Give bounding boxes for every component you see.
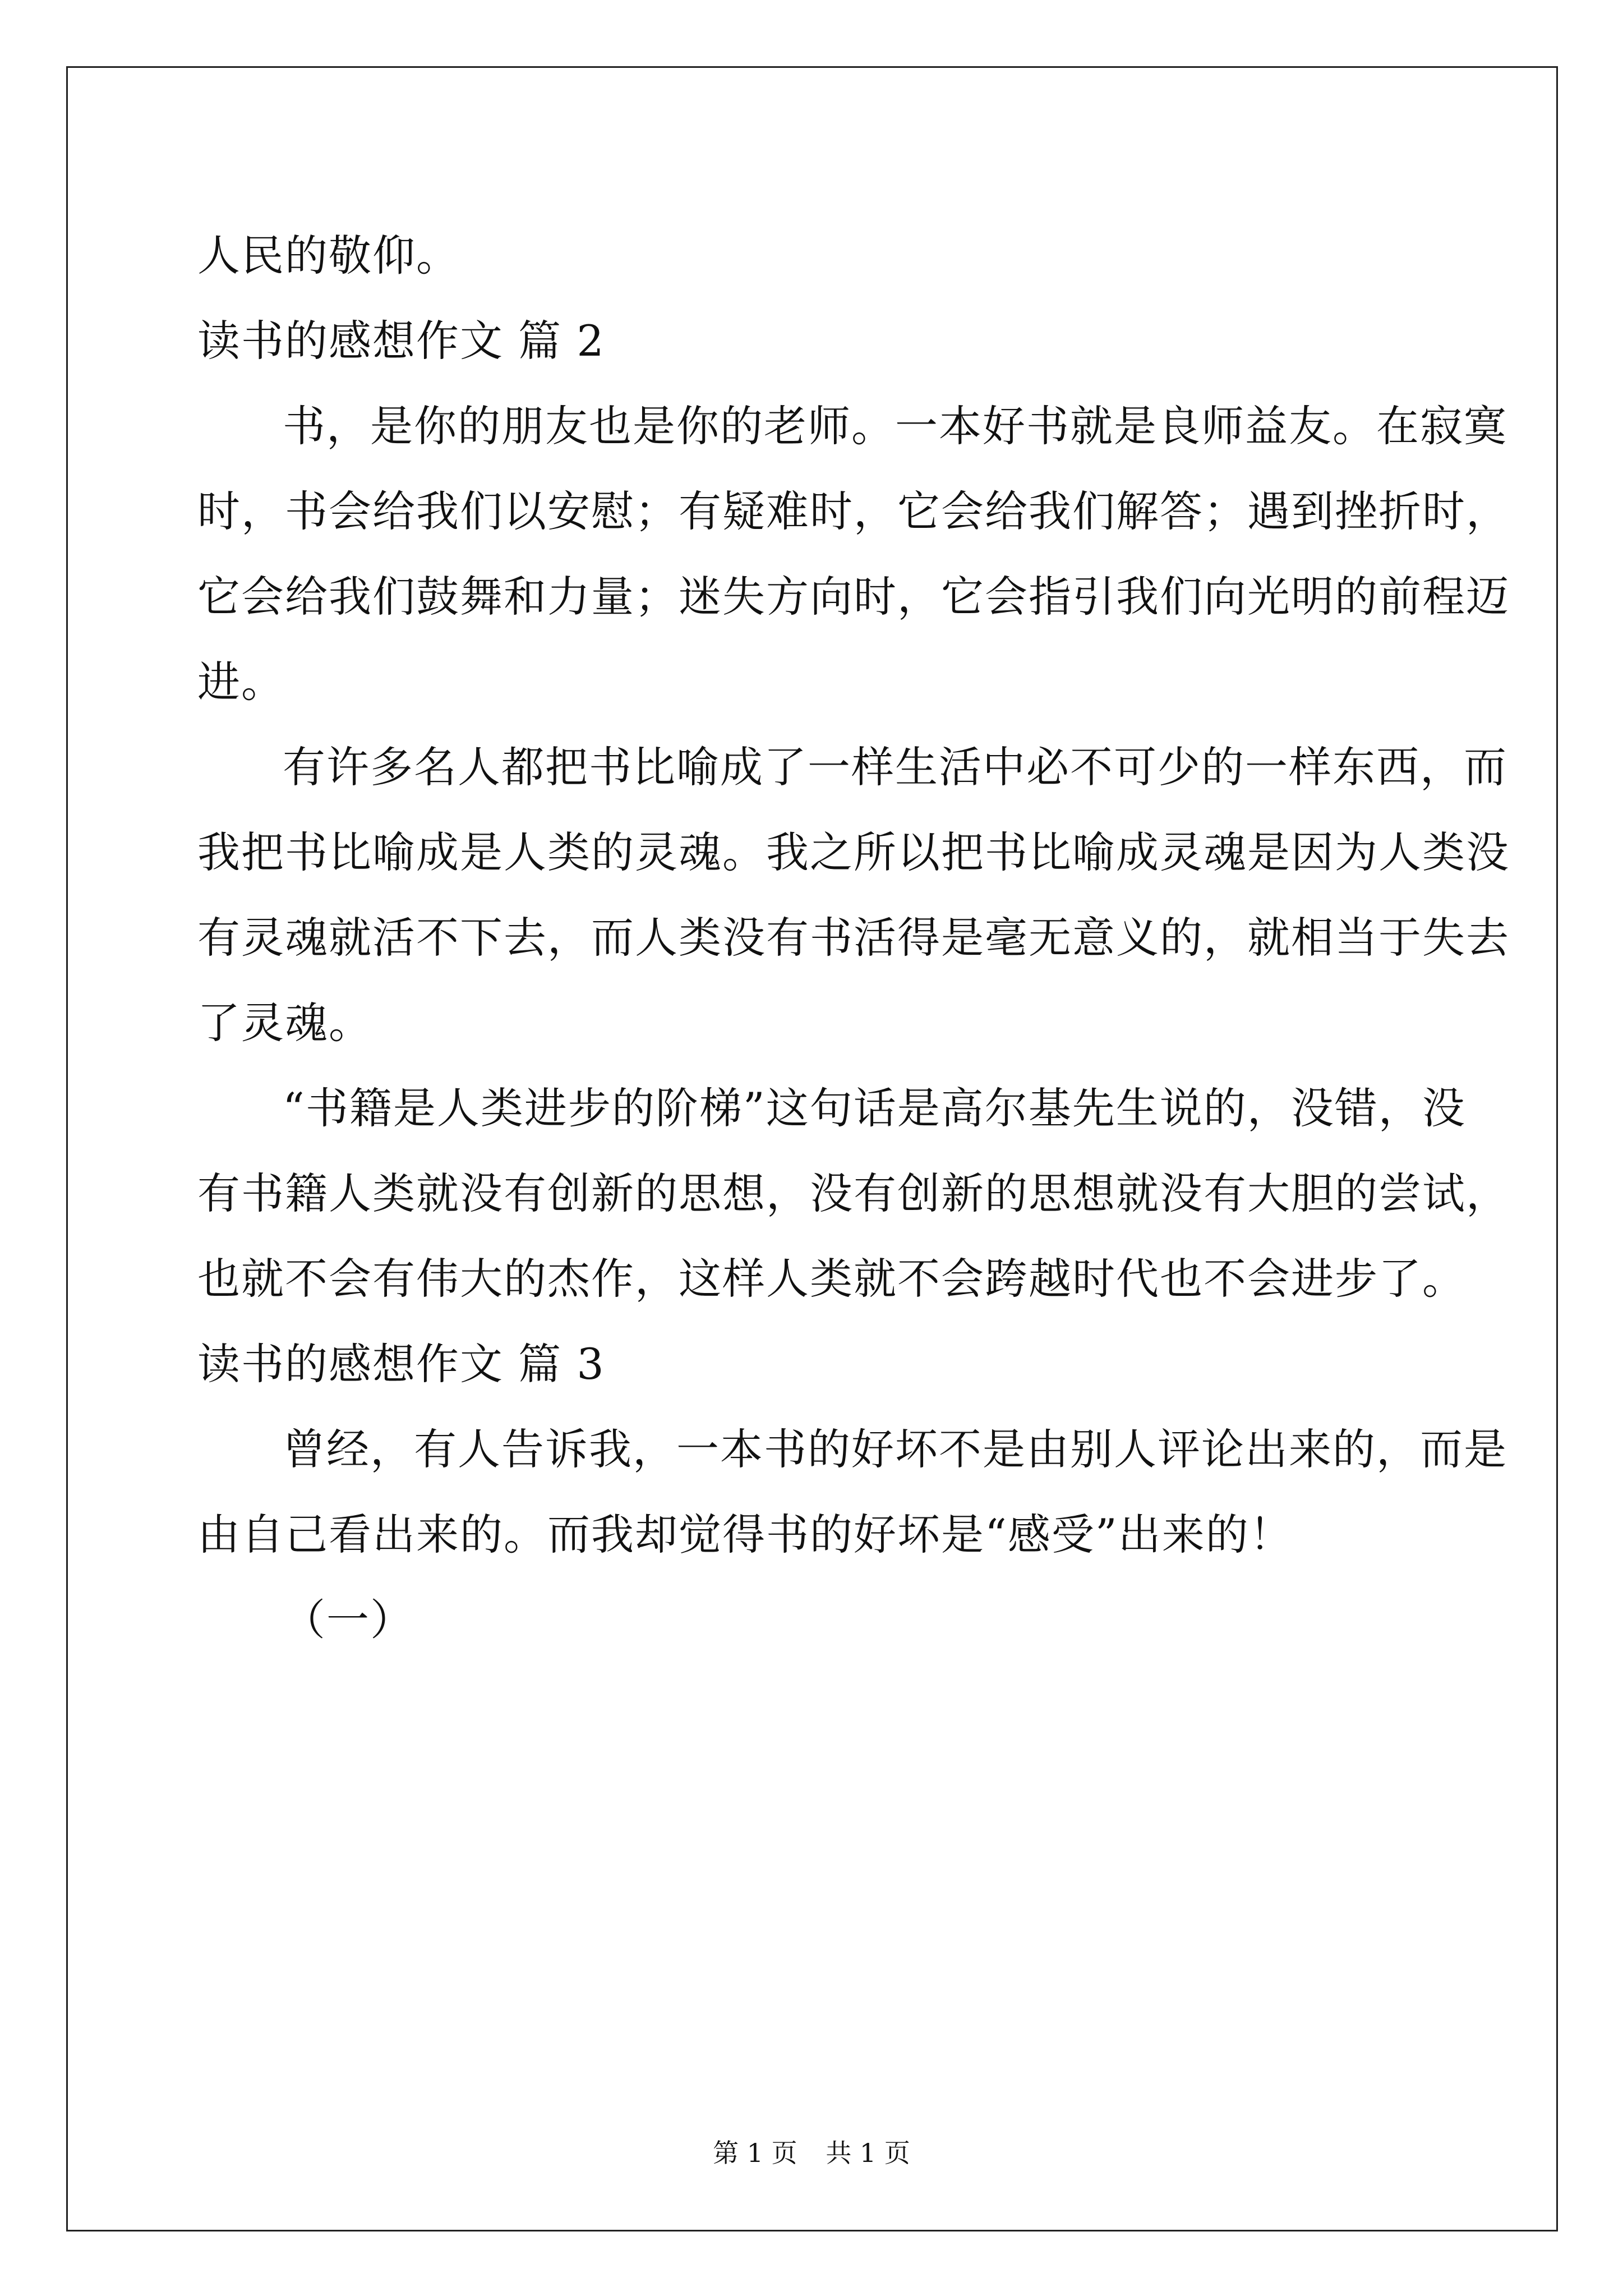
page-footer bbox=[0, 2136, 1623, 2170]
text-line: 由自己看出来的。而我却觉得书的好坏是“感受”出来的！ bbox=[197, 1510, 1293, 1559]
page-number: 第 1 页 bbox=[713, 2138, 797, 2168]
document-body bbox=[197, 213, 1510, 1663]
page-total: 共 1 页 bbox=[826, 2138, 910, 2168]
text-line: “书籍是人类进步的阶梯”这句话是高尔基先生说的，没错，没 bbox=[283, 1083, 1466, 1133]
text-line: 人民的敬仰。 bbox=[197, 231, 460, 280]
section-heading: 读书的感想作文 篇 2 bbox=[197, 316, 605, 366]
text-line: 进。 bbox=[197, 657, 285, 707]
text-line: 了灵魂。 bbox=[197, 998, 372, 1048]
text-line: 我把书比喻成是人类的灵魂。我之所以把书比喻成灵魂是因为人类没 bbox=[197, 827, 1510, 877]
text-line: 时，书会给我们以安慰；有疑难时，它会给我们解答；遇到挫折时， bbox=[197, 486, 1510, 536]
text-line: 曾经，有人告诉我，一本书的好坏不是由别人评论出来的，而是 bbox=[283, 1424, 1507, 1474]
text-line: 也就不会有伟大的杰作，这样人类就不会跨越时代也不会进步了。 bbox=[197, 1254, 1466, 1304]
text-line: 有书籍人类就没有创新的思想，没有创新的思想就没有大胆的尝试， bbox=[197, 1168, 1510, 1218]
text-line: （一） bbox=[283, 1595, 414, 1645]
text-line: 书，是你的朋友也是你的老师。一本好书就是良师益友。在寂寞 bbox=[283, 401, 1507, 451]
text-line: 有许多名人都把书比喻成了一样生活中必不可少的一样东西，而 bbox=[283, 742, 1507, 792]
text-line: 它会给我们鼓舞和力量；迷失方向时，它会指引我们向光明的前程迈 bbox=[197, 572, 1510, 622]
section-heading: 读书的感想作文 篇 3 bbox=[197, 1339, 605, 1389]
text-line: 有灵魂就活不下去，而人类没有书活得是毫无意义的，就相当于失去 bbox=[197, 913, 1510, 963]
